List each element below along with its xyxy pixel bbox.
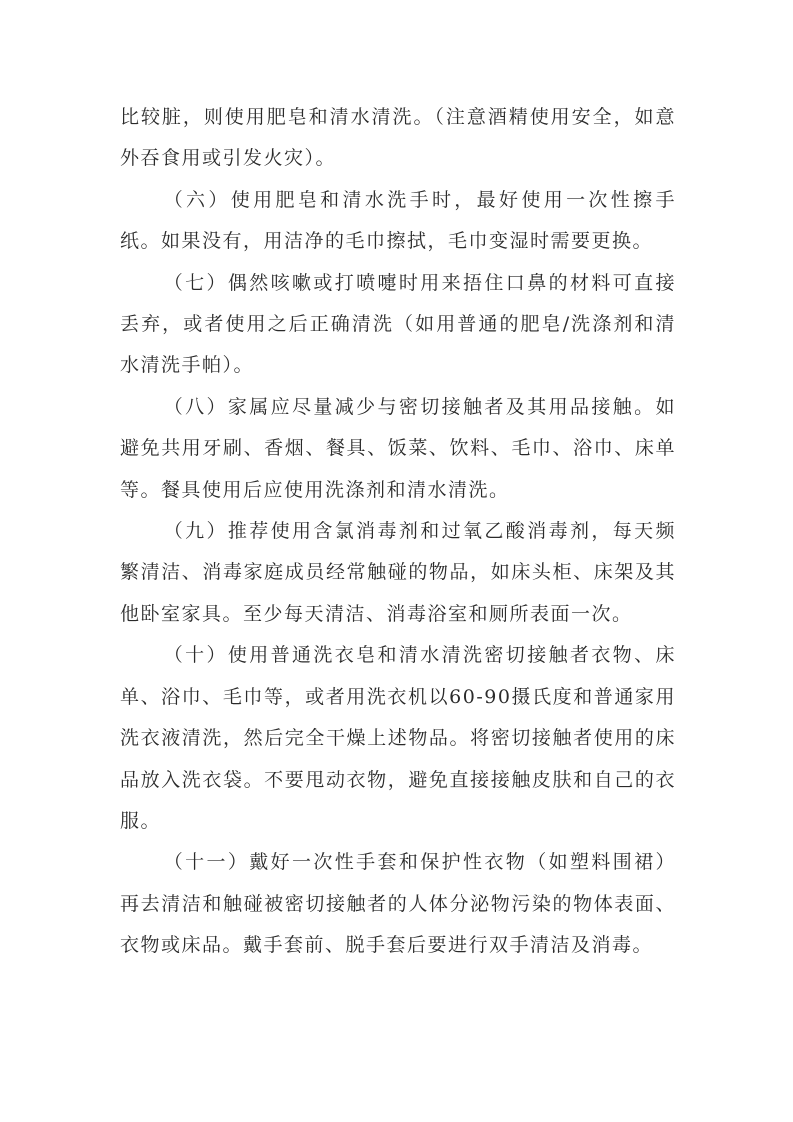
paragraph-item-8: （八）家属应尽量减少与密切接触者及其用品接触。如避免共用牙刷、香烟、餐具、饭菜、饮料、毛巾、浴巾、床单等。餐具使用后应使用洗涤剂和清水清洗。: [120, 395, 676, 501]
paragraph-item-6: （六）使用肥皂和清水洗手时，最好使用一次性擦手纸。如果没有，用洁净的毛巾擦拭，毛巾变湿时需要更换。: [120, 188, 676, 253]
paragraph-item-7: （七）偶然咳嗽或打喷嚏时用来捂住口鼻的材料可直接丢弃，或者使用之后正确清洗（如用普通的肥皂/洗涤剂和清水清洗手帕）。: [120, 271, 676, 377]
paragraph-item-10: （十）使用普通洗衣皂和清水清洗密切接触者衣物、床单、浴巾、毛巾等，或者用洗衣机以60-90摄氏度和普通家用洗衣液清洗，然后完全干燥上述物品。将密切接触者使用的床品放入洗衣袋。不要甩动衣物，避免直接接触皮肤和自己的衣服。: [120, 644, 676, 832]
paragraph-item-9: （九）推荐使用含氯消毒剂和过氧乙酸消毒剂，每天频繁清洁、消毒家庭成员经常触碰的物品，如床头柜、床架及其他卧室家具。至少每天清洁、消毒浴室和厕所表面一次。: [120, 520, 676, 625]
document-body: [120, 97, 676, 967]
paragraph-continuation: 比较脏，则使用肥皂和清水清洗。（注意酒精使用安全，如意外吞食用或引发火灾）。: [120, 106, 676, 170]
paragraph-item-11: （十一）戴好一次性手套和保护性衣物（如塑料围裙）再去清洁和触碰被密切接触者的人体分泌物污染的物体表面、衣物或床品。戴手套前、脱手套后要进行双手清洁及消毒。: [120, 851, 676, 957]
